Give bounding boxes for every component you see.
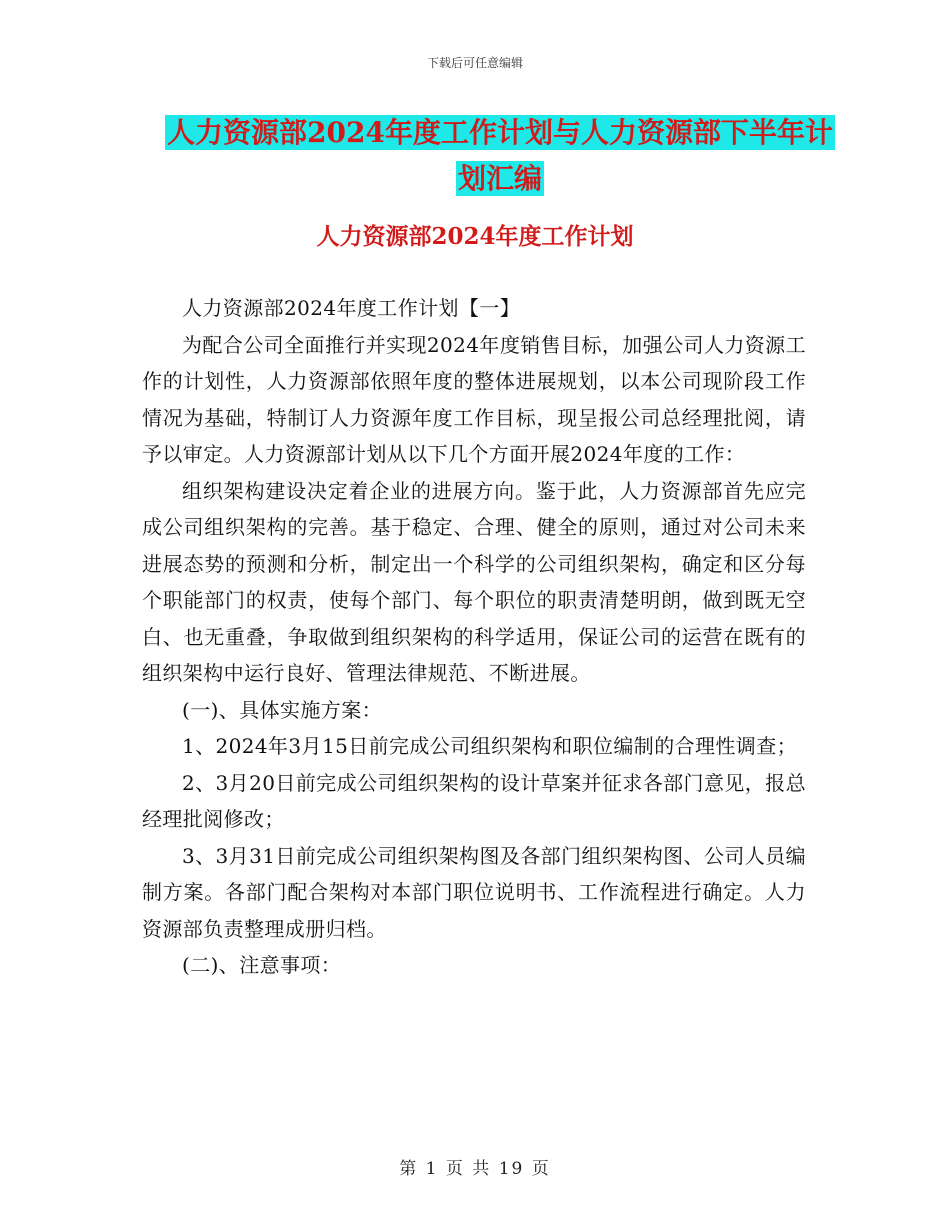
document-title-line-1: 人力资源部2024年度工作计划与人力资源部下半年计 xyxy=(167,116,833,149)
page-number: 第 1 页 共 19 页 xyxy=(399,1159,551,1179)
paragraph-step-2: 2、3月20日前完成公司组织架构的设计草案并征求各部门意见，报总经理批阅修改； xyxy=(142,770,806,831)
paragraph-intro: 为配合公司全面推行并实现2024年度销售目标，加强公司人力资源工作的计划性，人力资源部依照年度的整体进展规划，以本公司现阶段工作情况为基础，特制订人力资源年度工作目标，现呈报公司总经理批阅，请予以审定。人力资源部计划从以下几个方面开展2024年度的工作： xyxy=(142,332,806,466)
document-title-line-2: 划汇编 xyxy=(457,162,542,195)
header-note: 下载后可任意编辑 xyxy=(426,56,523,70)
paragraph-heading-plan: (一)、具体实施方案： xyxy=(182,697,383,722)
paragraph-org-structure: 组织架构建设决定着企业的进展方向。鉴于此，人力资源部首先应完成公司组织架构的完善。基于稳定、合理、健全的原则，通过对公司未来进展态势的预测和分析，制定出一个科学的公司组织架构，确定和区分每个职能部门的权责，使每个部门、每个职位的职责清楚明朗，做到既无空白、也无重叠，争取做到组织架构的科学适用，保证公司的运营在既有的组织架构中运行良好、管理法律规范、不断进展。 xyxy=(142,478,806,685)
paragraph-step-3: 3、3月31日前完成公司组织架构图及各部门组织架构图、公司人员编制方案。各部门配合架构对本部门职位说明书、工作流程进行确定。人力资源部负责整理成册归档。 xyxy=(142,843,806,941)
paragraph-step-1: 1、2024年3月15日前完成公司组织架构和职位编制的合理性调查； xyxy=(182,734,797,758)
paragraph-subtitle: 人力资源部2024年度工作计划【一】 xyxy=(182,296,521,320)
section-title: 人力资源部2024年度工作计划 xyxy=(316,223,634,250)
document-title xyxy=(140,110,860,202)
document-body xyxy=(142,290,806,984)
paragraph-heading-notes: (二)、注意事项： xyxy=(182,953,342,977)
